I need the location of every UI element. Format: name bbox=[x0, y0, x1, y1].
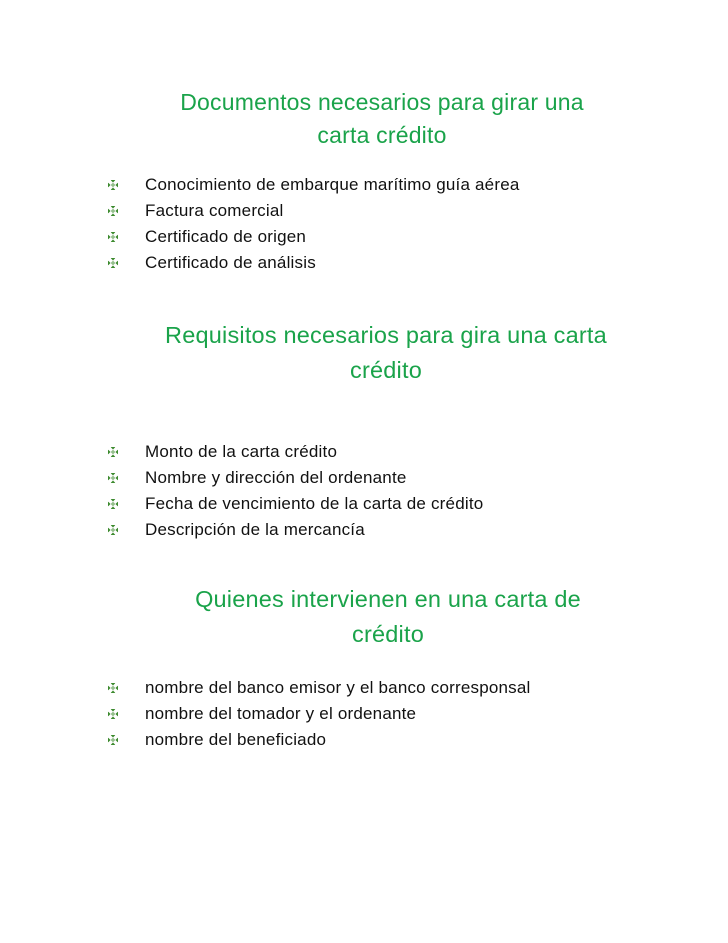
list-item-text: Factura comercial bbox=[145, 201, 284, 220]
four-diamond-bullet-icon bbox=[108, 735, 118, 745]
four-diamond-bullet-icon bbox=[108, 525, 118, 535]
heading-line-1: Requisitos necesarios para gira una carta bbox=[165, 322, 607, 348]
list-item-text: Monto de la carta crédito bbox=[145, 442, 338, 461]
list-item-text: Certificado de análisis bbox=[145, 253, 316, 272]
heading-line-1: Quienes intervienen en una carta de bbox=[195, 586, 581, 612]
bullet-list bbox=[108, 675, 648, 753]
list-item bbox=[108, 675, 648, 701]
list-item-text: Conocimiento de embarque marítimo guía aérea bbox=[145, 175, 520, 194]
list-item bbox=[108, 224, 648, 250]
section-heading bbox=[128, 582, 648, 652]
section-heading bbox=[124, 318, 648, 388]
list-item bbox=[108, 172, 648, 198]
section-requisitos bbox=[108, 318, 648, 543]
bullet-list bbox=[108, 439, 648, 543]
bullet-list bbox=[108, 172, 648, 276]
heading-line-1: Documentos necesarios para girar una bbox=[180, 89, 584, 115]
list-item-text: Descripción de la mercancía bbox=[145, 520, 365, 539]
list-item-text: nombre del beneficiado bbox=[145, 730, 327, 749]
section-intervienen bbox=[108, 582, 648, 753]
four-diamond-bullet-icon bbox=[108, 447, 118, 457]
list-item-text: Certificado de origen bbox=[145, 227, 307, 246]
heading-line-2: crédito bbox=[352, 621, 424, 647]
list-item-text: Fecha de vencimiento de la carta de crédito bbox=[145, 494, 484, 513]
section-documentos bbox=[108, 86, 648, 276]
heading-line-2: crédito bbox=[350, 357, 422, 383]
list-item bbox=[108, 701, 648, 727]
four-diamond-bullet-icon bbox=[108, 683, 118, 693]
four-diamond-bullet-icon bbox=[108, 180, 118, 190]
list-item bbox=[108, 198, 648, 224]
list-item bbox=[108, 439, 648, 465]
section-heading bbox=[116, 86, 648, 152]
four-diamond-bullet-icon bbox=[108, 473, 118, 483]
list-item-text: nombre del banco emisor y el banco corresponsal bbox=[145, 678, 531, 697]
list-item bbox=[108, 517, 648, 543]
four-diamond-bullet-icon bbox=[108, 258, 118, 268]
four-diamond-bullet-icon bbox=[108, 709, 118, 719]
four-diamond-bullet-icon bbox=[108, 499, 118, 509]
list-item bbox=[108, 727, 648, 753]
list-item-text: nombre del tomador y el ordenante bbox=[145, 704, 417, 723]
list-item bbox=[108, 491, 648, 517]
four-diamond-bullet-icon bbox=[108, 206, 118, 216]
heading-line-2: carta crédito bbox=[317, 122, 447, 148]
list-item bbox=[108, 250, 648, 276]
list-item-text: Nombre y dirección del ordenante bbox=[145, 468, 407, 487]
list-item bbox=[108, 465, 648, 491]
four-diamond-bullet-icon bbox=[108, 232, 118, 242]
